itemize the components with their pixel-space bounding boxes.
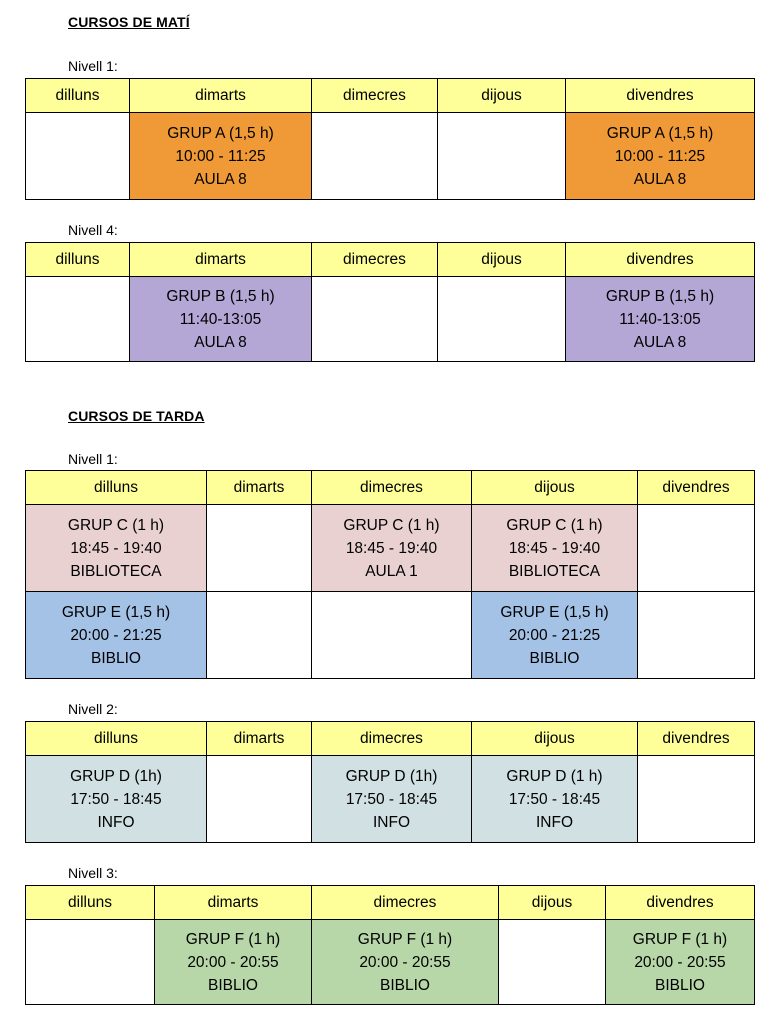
- table-header-row: [26, 722, 755, 756]
- group-time: 20:00 - 21:25: [508, 626, 601, 644]
- group-time: 17:50 - 18:45: [345, 790, 438, 808]
- table-header-row: [26, 79, 755, 113]
- table-row: [26, 920, 755, 1005]
- group-time: 20:00 - 20:55: [359, 953, 451, 971]
- grup-e-cell: [472, 592, 638, 679]
- day-header-dimarts: dimarts: [130, 79, 312, 113]
- morning-section-title: CURSOS DE MATÍ: [68, 14, 190, 30]
- afternoon-level1-table: [25, 470, 755, 679]
- group-room: AULA 8: [194, 170, 247, 188]
- empty-cell: [638, 592, 755, 679]
- grup-d-cell: [472, 756, 638, 843]
- group-name: GRUP B (1,5 h): [605, 287, 715, 305]
- grup-a-cell: [130, 113, 312, 200]
- group-name: GRUP A (1,5 h): [606, 124, 714, 142]
- empty-cell: [312, 113, 438, 200]
- group-time: 20:00 - 20:55: [187, 953, 279, 971]
- day-header-divendres: divendres: [606, 886, 755, 920]
- day-header-dimarts: dimarts: [207, 722, 312, 756]
- empty-cell: [638, 505, 755, 592]
- empty-cell: [312, 592, 472, 679]
- group-name: GRUP D (1h): [70, 767, 162, 785]
- table-header-row: [26, 471, 755, 505]
- group-room: INFO: [535, 813, 574, 831]
- afternoon-level1-label: Nivell 1:: [68, 451, 118, 467]
- day-header-dimecres: dimecres: [312, 79, 438, 113]
- group-name: GRUP D (1h): [345, 767, 438, 785]
- group-time: 11:40-13:05: [179, 310, 262, 328]
- day-header-dijous: dijous: [438, 243, 566, 277]
- grup-f-cell: [312, 920, 499, 1005]
- day-header-dijous: dijous: [472, 471, 638, 505]
- day-header-dilluns: dilluns: [26, 886, 155, 920]
- group-room: AULA 8: [194, 333, 247, 351]
- group-room: INFO: [372, 813, 411, 831]
- grup-a-cell: [566, 113, 755, 200]
- morning-level4-label: Nivell 4:: [68, 222, 118, 238]
- group-room: BIBLIO: [91, 649, 141, 667]
- group-name: GRUP E (1,5 h): [500, 603, 609, 621]
- table-row: [26, 756, 755, 843]
- group-name: GRUP A (1,5 h): [167, 124, 274, 142]
- day-header-dimarts: dimarts: [130, 243, 312, 277]
- morning-level1-label: Nivell 1:: [68, 58, 118, 74]
- group-time: 10:00 - 11:25: [175, 147, 266, 165]
- group-time: 18:45 - 19:40: [508, 539, 601, 557]
- empty-cell: [207, 505, 312, 592]
- group-room: AULA 8: [633, 170, 687, 188]
- grup-f-cell: [155, 920, 312, 1005]
- table-row: [26, 592, 755, 679]
- day-header-dimarts: dimarts: [155, 886, 312, 920]
- group-time: 17:50 - 18:45: [508, 790, 601, 808]
- grup-b-cell: [130, 277, 312, 362]
- group-time: 10:00 - 11:25: [614, 147, 706, 165]
- grup-d-cell: [26, 756, 207, 843]
- empty-cell: [438, 113, 566, 200]
- grup-b-cell: [566, 277, 755, 362]
- grup-c-cell: [472, 505, 638, 592]
- day-header-dimecres: dimecres: [312, 886, 499, 920]
- group-name: GRUP F (1 h): [185, 930, 281, 948]
- group-name: GRUP B (1,5 h): [166, 287, 275, 305]
- table-row: [26, 277, 755, 362]
- group-room: BIBLIO: [529, 649, 580, 667]
- afternoon-section-title: CURSOS DE TARDA: [68, 408, 205, 424]
- group-room: AULA 1: [365, 562, 418, 580]
- day-header-dijous: dijous: [499, 886, 606, 920]
- group-room: BIBLIO: [655, 976, 705, 994]
- table-row: [26, 505, 755, 592]
- table-header-row: [26, 886, 755, 920]
- empty-cell: [26, 277, 130, 362]
- group-room: BIBLIOTECA: [508, 562, 601, 580]
- group-name: GRUP D (1 h): [506, 767, 603, 785]
- group-room: BIBLIO: [208, 976, 258, 994]
- day-header-dilluns: dilluns: [26, 243, 130, 277]
- empty-cell: [26, 920, 155, 1005]
- group-name: GRUP C (1 h): [343, 516, 440, 534]
- empty-cell: [438, 277, 566, 362]
- day-header-dimecres: dimecres: [312, 471, 472, 505]
- afternoon-level2-label: Nivell 2:: [68, 701, 118, 717]
- empty-cell: [312, 277, 438, 362]
- empty-cell: [26, 113, 130, 200]
- day-header-divendres: divendres: [566, 79, 755, 113]
- group-room: AULA 8: [633, 333, 687, 351]
- day-header-dimecres: dimecres: [312, 722, 472, 756]
- group-room: BIBLIO: [380, 976, 430, 994]
- day-header-divendres: divendres: [638, 722, 755, 756]
- group-time: 17:50 - 18:45: [70, 790, 162, 808]
- grup-c-cell: [312, 505, 472, 592]
- grup-e-cell: [26, 592, 207, 679]
- empty-cell: [499, 920, 606, 1005]
- morning-level4-table: [25, 242, 755, 362]
- group-name: GRUP C (1 h): [67, 516, 165, 534]
- group-time: 20:00 - 21:25: [70, 626, 162, 644]
- group-room: INFO: [97, 813, 135, 831]
- empty-cell: [638, 756, 755, 843]
- group-time: 11:40-13:05: [619, 310, 701, 328]
- group-name: GRUP F (1 h): [632, 930, 728, 948]
- grup-c-cell: [26, 505, 207, 592]
- grup-d-cell: [312, 756, 472, 843]
- grup-f-cell: [606, 920, 755, 1005]
- day-header-dijous: dijous: [438, 79, 566, 113]
- table-row: [26, 113, 755, 200]
- group-name: GRUP C (1 h): [506, 516, 603, 534]
- empty-cell: [207, 592, 312, 679]
- day-header-dilluns: dilluns: [26, 471, 207, 505]
- group-name: GRUP E (1,5 h): [61, 603, 171, 621]
- group-time: 20:00 - 20:55: [634, 953, 726, 971]
- group-room: BIBLIOTECA: [70, 562, 162, 580]
- day-header-divendres: divendres: [566, 243, 755, 277]
- group-time: 18:45 - 19:40: [70, 539, 162, 557]
- table-header-row: [26, 243, 755, 277]
- day-header-dijous: dijous: [472, 722, 638, 756]
- group-time: 18:45 - 19:40: [345, 539, 438, 557]
- day-header-dilluns: dilluns: [26, 79, 130, 113]
- afternoon-level3-table: [25, 885, 755, 1005]
- day-header-dimecres: dimecres: [312, 243, 438, 277]
- day-header-divendres: divendres: [638, 471, 755, 505]
- day-header-dilluns: dilluns: [26, 722, 207, 756]
- empty-cell: [207, 756, 312, 843]
- morning-level1-table: [25, 78, 755, 200]
- afternoon-level3-label: Nivell 3:: [68, 865, 118, 881]
- afternoon-level2-table: [25, 721, 755, 843]
- day-header-dimarts: dimarts: [207, 471, 312, 505]
- group-name: GRUP F (1 h): [357, 930, 453, 948]
